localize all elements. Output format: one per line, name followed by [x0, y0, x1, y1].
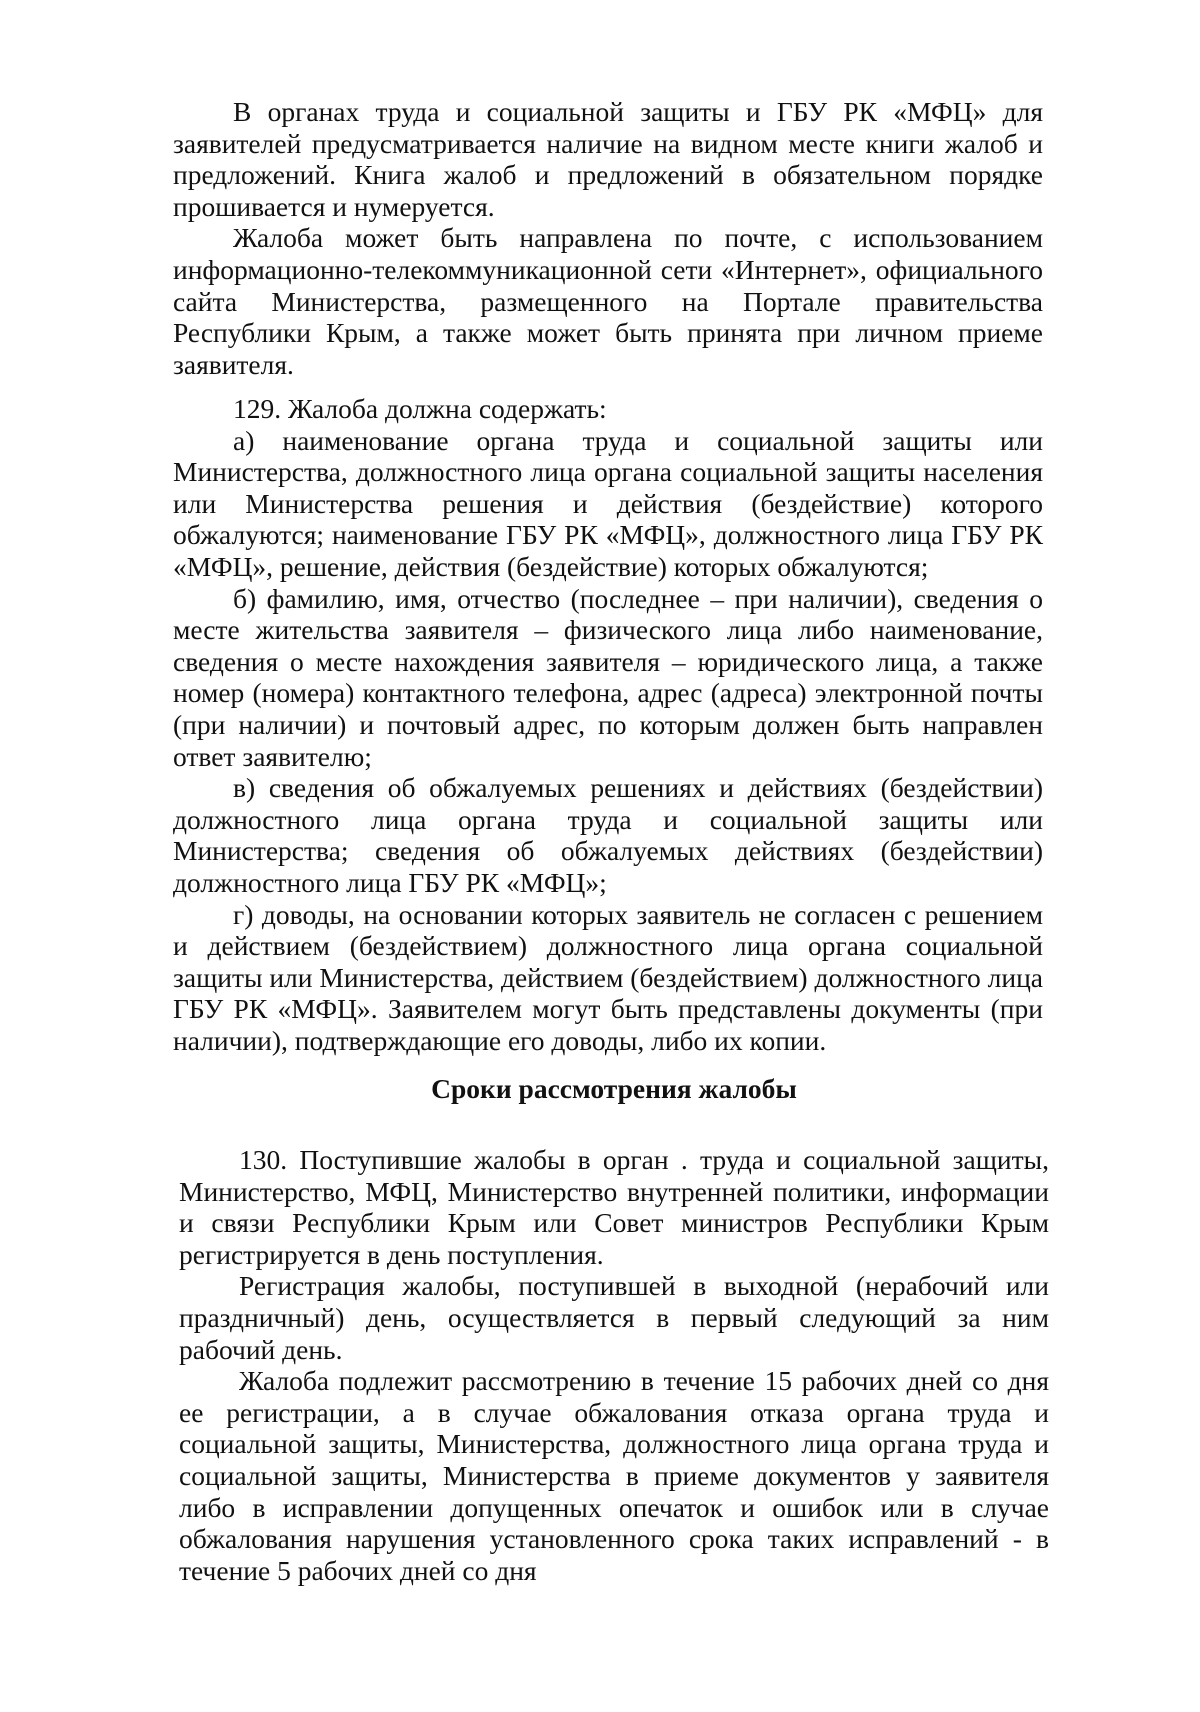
- paragraph-complaint-channels: Жалоба может быть направлена по почте, с использованием информационно-телекоммуникационной сети «Интернет», официального сайта Министерства, размещенного на Портале правительства Республики Крым, а также может быть принята при личном приеме заявителя.: [173, 222, 1043, 380]
- text-block-complaint-book: [173, 96, 1043, 380]
- list-item-g: г) доводы, на основании которых заявитель не согласен с решением и действием (бездействием) должностного лица органа социальной защиты или Министерства, действием (бездействием) должностного лица ГБУ РК «МФЦ». Заявителем могут быть представлены документы (при наличии), подтверждающие его доводы, либо их копии.: [173, 898, 1043, 1056]
- list-item-a: а) наименование органа труда и социальной защиты или Министерства, должностного лица органа социальной защиты населения или Министерства решения и действия (бездействие) которого обжалуются; наименование ГБУ РК «МФЦ», должностного лица ГБУ РК «МФЦ», решение, действия (бездействие) которых обжалуются;: [173, 424, 1043, 582]
- text-block-complaint-contents: [173, 393, 1043, 1056]
- list-item-b: б) фамилию, имя, отчество (последнее – при наличии), сведения о месте жительства заявителя – физического лица либо наименование, сведения о месте нахождения заявителя – юридического лица, а также номер (номера) контактного телефона, адрес (адреса) электронной почты (при наличии) и почтовый адрес, по которым должен быть направлен ответ заявителю;: [173, 582, 1043, 772]
- paragraph-review-period: Жалоба подлежит рассмотрению в течение 15 рабочих дней со дня ее регистрации, а в случае обжалования отказа органа труда и социальной защиты, Министерства, должностного лица органа труда и социальной защиты, Министерства в приеме документов у заявителя либо в исправлении допущенных опечаток и ошибок или в случае обжалования нарушения установленного срока таких исправлений - в течение 5 рабочих дней со дня: [179, 1365, 1049, 1586]
- paragraph-registration: Регистрация жалобы, поступившей в выходной (нерабочий или праздничный) день, осуществляется в первый следующий за ним рабочий день.: [179, 1270, 1049, 1365]
- paragraph-complaint-book: В органах труда и социальной защиты и ГБУ РК «МФЦ» для заявителей предусматривается наличие на видном месте книги жалоб и предложений. Книга жалоб и предложений в обязательном порядке прошивается и нумеруется.: [173, 96, 1043, 222]
- section-heading: Сроки рассмотрения жалобы: [431, 1073, 797, 1104]
- paragraph-clause-129: 129. Жалоба должна содержать:: [233, 393, 607, 424]
- paragraph-clause-130: 130. Поступившие жалобы в орган . труда и социальной защиты, Министерство, МФЦ, Министерство внутренней политики, информации и связи Республики Крым или Совет министров Республики Крым регистрируется в день поступления.: [179, 1144, 1049, 1270]
- text-block-review-terms: [179, 1144, 1049, 1586]
- list-item-v: в) сведения об обжалуемых решениях и действиях (бездействии) должностного лица органа труда и социальной защиты или Министерства; сведения об обжалуемых действиях (бездействии) должностного лица ГБУ РК «МФЦ»;: [173, 772, 1043, 898]
